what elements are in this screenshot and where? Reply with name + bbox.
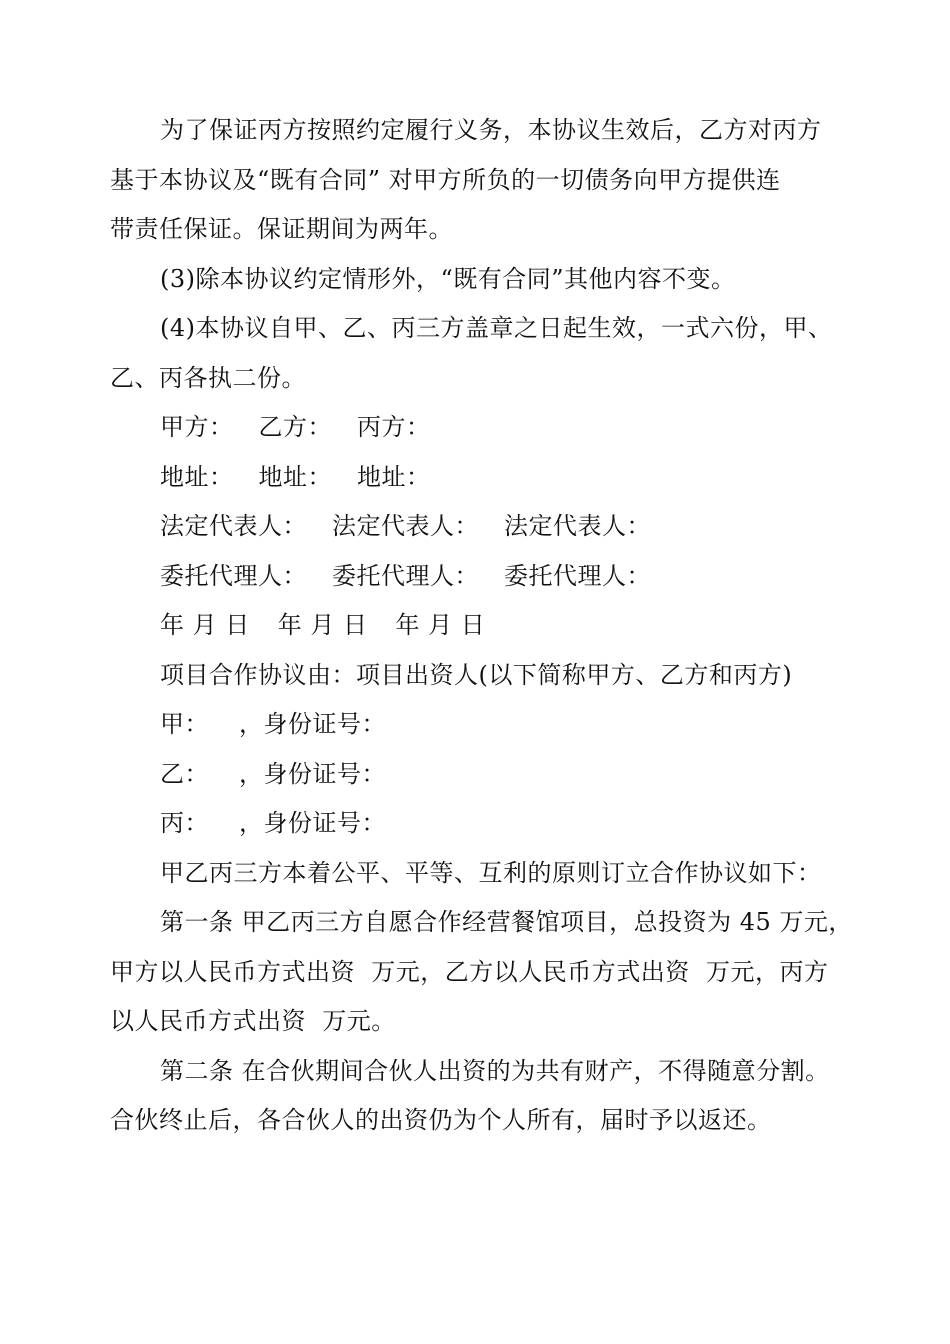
- agent-b-label: 委托代理人：: [332, 561, 479, 590]
- id-label: 身份证号：: [263, 759, 386, 788]
- signature-parties: [110, 403, 870, 453]
- article-1-line: 第一条 甲乙丙三方自愿合作经营餐馆项目，总投资为 45 万元，: [160, 908, 853, 936]
- document-page: [110, 106, 870, 1146]
- id-name: 乙：: [160, 759, 209, 788]
- agent-a-label: 委托代理人：: [160, 561, 307, 590]
- paragraph-line: 为了保证丙方按照约定履行义务，本协议生效后，乙方对丙方: [160, 116, 822, 144]
- party-c-label: 丙方：: [357, 413, 431, 441]
- clause-3: (3)除本协议约定情形外，“既有合同”其他内容不变。: [160, 264, 736, 293]
- signature-agent: [110, 552, 870, 602]
- address-b-label: 地址：: [258, 462, 332, 491]
- signature-dates: [110, 601, 870, 651]
- legal-rep-b-label: 法定代表人：: [332, 512, 479, 540]
- id-label: 身份证号：: [263, 710, 386, 738]
- article-1-line: 以人民币方式出资 万元。: [110, 1007, 396, 1035]
- agent-c-label: 委托代理人：: [504, 561, 651, 590]
- date-c: 年 月 日: [395, 611, 486, 639]
- id-name: 丙：: [160, 809, 209, 837]
- legal-rep-a-label: 法定代表人：: [160, 512, 307, 540]
- party-a-label: 甲方：: [160, 413, 234, 441]
- agreement-intro: 项目合作协议由：项目出资人(以下简称甲方、乙方和丙方): [160, 660, 793, 689]
- id-line-a: [110, 700, 870, 750]
- article-1-line: 甲方以人民币方式出资 万元，乙方以人民币方式出资 万元，丙方: [110, 957, 829, 986]
- id-sep: ，: [239, 809, 264, 837]
- party-b-label: 乙方：: [258, 413, 332, 441]
- paragraph-line: 基于本协议及“既有合同” 对甲方所负的一切债务向甲方提供连: [110, 165, 781, 194]
- id-label: 身份证号：: [263, 809, 386, 837]
- id-sep: ，: [239, 710, 264, 738]
- id-name: 甲：: [160, 710, 209, 738]
- address-c-label: 地址：: [357, 462, 431, 491]
- date-a: 年 月 日: [160, 611, 250, 639]
- principle-statement: 甲乙丙三方本着公平、平等、互利的原则订立合作协议如下：: [160, 858, 822, 887]
- clause-4: (4)本协议自甲、乙、丙三方盖章之日起生效，一式六份，甲、: [160, 314, 833, 342]
- id-sep: ，: [239, 759, 264, 788]
- article-2-line: 合伙终止后，各合伙人的出资仍为个人所有，届时予以返还。: [110, 1106, 772, 1134]
- date-b: 年 月 日: [277, 611, 368, 639]
- address-a-label: 地址：: [160, 462, 234, 491]
- paragraph-line: 乙、丙各执二份。: [110, 363, 306, 392]
- signature-address: [110, 453, 870, 503]
- id-line-b: [110, 750, 870, 800]
- paragraph-line: 带责任保证。保证期间为两年。: [110, 215, 453, 243]
- signature-legal-rep: [110, 502, 870, 552]
- legal-rep-c-label: 法定代表人：: [504, 512, 651, 540]
- id-line-c: [110, 799, 870, 849]
- article-2-line: 第二条 在合伙期间合伙人出资的为共有财产，不得随意分割。: [160, 1056, 830, 1085]
